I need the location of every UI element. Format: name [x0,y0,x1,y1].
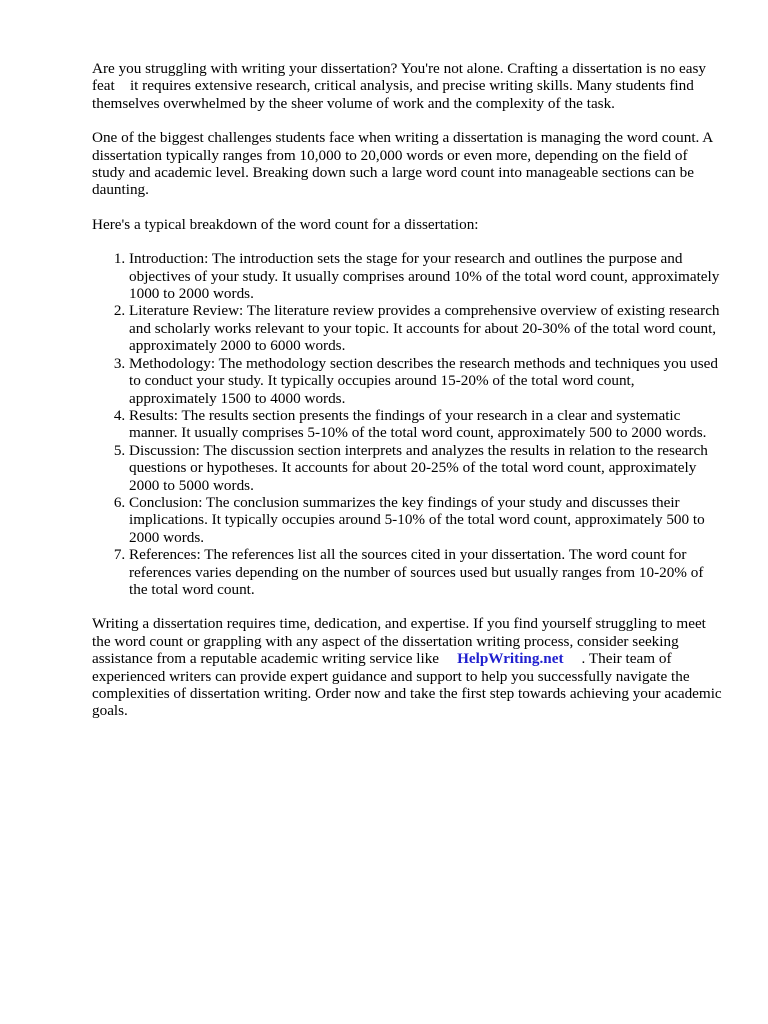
word-count-paragraph: One of the biggest challenges students face when writing a dissertation is managing the word count. A dissertation typically ranges from 10,000 to 20,000 words or even more, depending on the field of study and academic level. Breaking down such a large word count into manageable sections can be daunting. [92,129,713,199]
closing-text-before-link: Writing a dissertation requires time, dedication, and expertise. If you find yourself struggling to meet the word count or grappling with any aspect of the dissertation writing process, consider seeking assistance from a reputable academic writing service like [92,615,706,668]
breakdown-list [92,250,724,598]
intro-line-3: themselves overwhelmed by the sheer volume of work and the complexity of the task. [92,94,615,112]
closing-text-after-link: . Their team of experienced writers can provide expert guidance and support to help you successfully navigate the complexities of dissertation writing. Order now and take the first step towards achieving your academic goals. [92,650,722,720]
helpwriting-link[interactable]: HelpWriting.net [457,650,564,668]
list-item-introduction: 1. Introduction: The introduction sets the stage for your research and outlines the purpose and objectives of your study. It usually comprises around 10% of the total word count, approximately 1000 to 2000 words. [129,250,724,302]
list-item-discussion: 5. Discussion: The discussion section interprets and analyzes the results in relation to the research questions or hypotheses. It accounts for about 20-25% of the total word count, approximately 2000 to 5000 words. [129,442,724,494]
intro-line-1: Are you struggling with writing your dissertation? You're not alone. Crafting a dissertation is no easy [92,60,706,77]
breakdown-heading: Here's a typical breakdown of the word count for a dissertation: [92,215,479,233]
list-item-methodology: 3. Methodology: The methodology section describes the research methods and techniques you used to conduct your study. It typically occupies around 15-20% of the total word count, approximately 1500 to 4000 words. [129,355,724,407]
closing-paragraph [92,615,724,719]
intro-line-2: feat it requires extensive research, critical analysis, and precise writing skills. Many students find [92,77,694,95]
document-page [92,60,724,737]
intro-paragraph [92,60,724,112]
list-item-results: 4. Results: The results section presents the findings of your research in a clear and systematic manner. It usually comprises 5-10% of the total word count, approximately 500 to 2000 words. [129,407,724,442]
list-item-literature-review: 2. Literature Review: The literature review provides a comprehensive overview of existing research and scholarly works relevant to your topic. It accounts for about 20-30% of the total word count, approximately 2000 to 6000 words. [129,302,724,354]
list-item-references: 7. References: The references list all the sources cited in your dissertation. The word count for references varies depending on the number of sources used but usually ranges from 10-20% of the total word count. [129,546,724,598]
list-item-conclusion: 6. Conclusion: The conclusion summarizes the key findings of your study and discusses their implications. It typically occupies around 5-10% of the total word count, approximately 500 to 2000 words. [129,494,724,546]
